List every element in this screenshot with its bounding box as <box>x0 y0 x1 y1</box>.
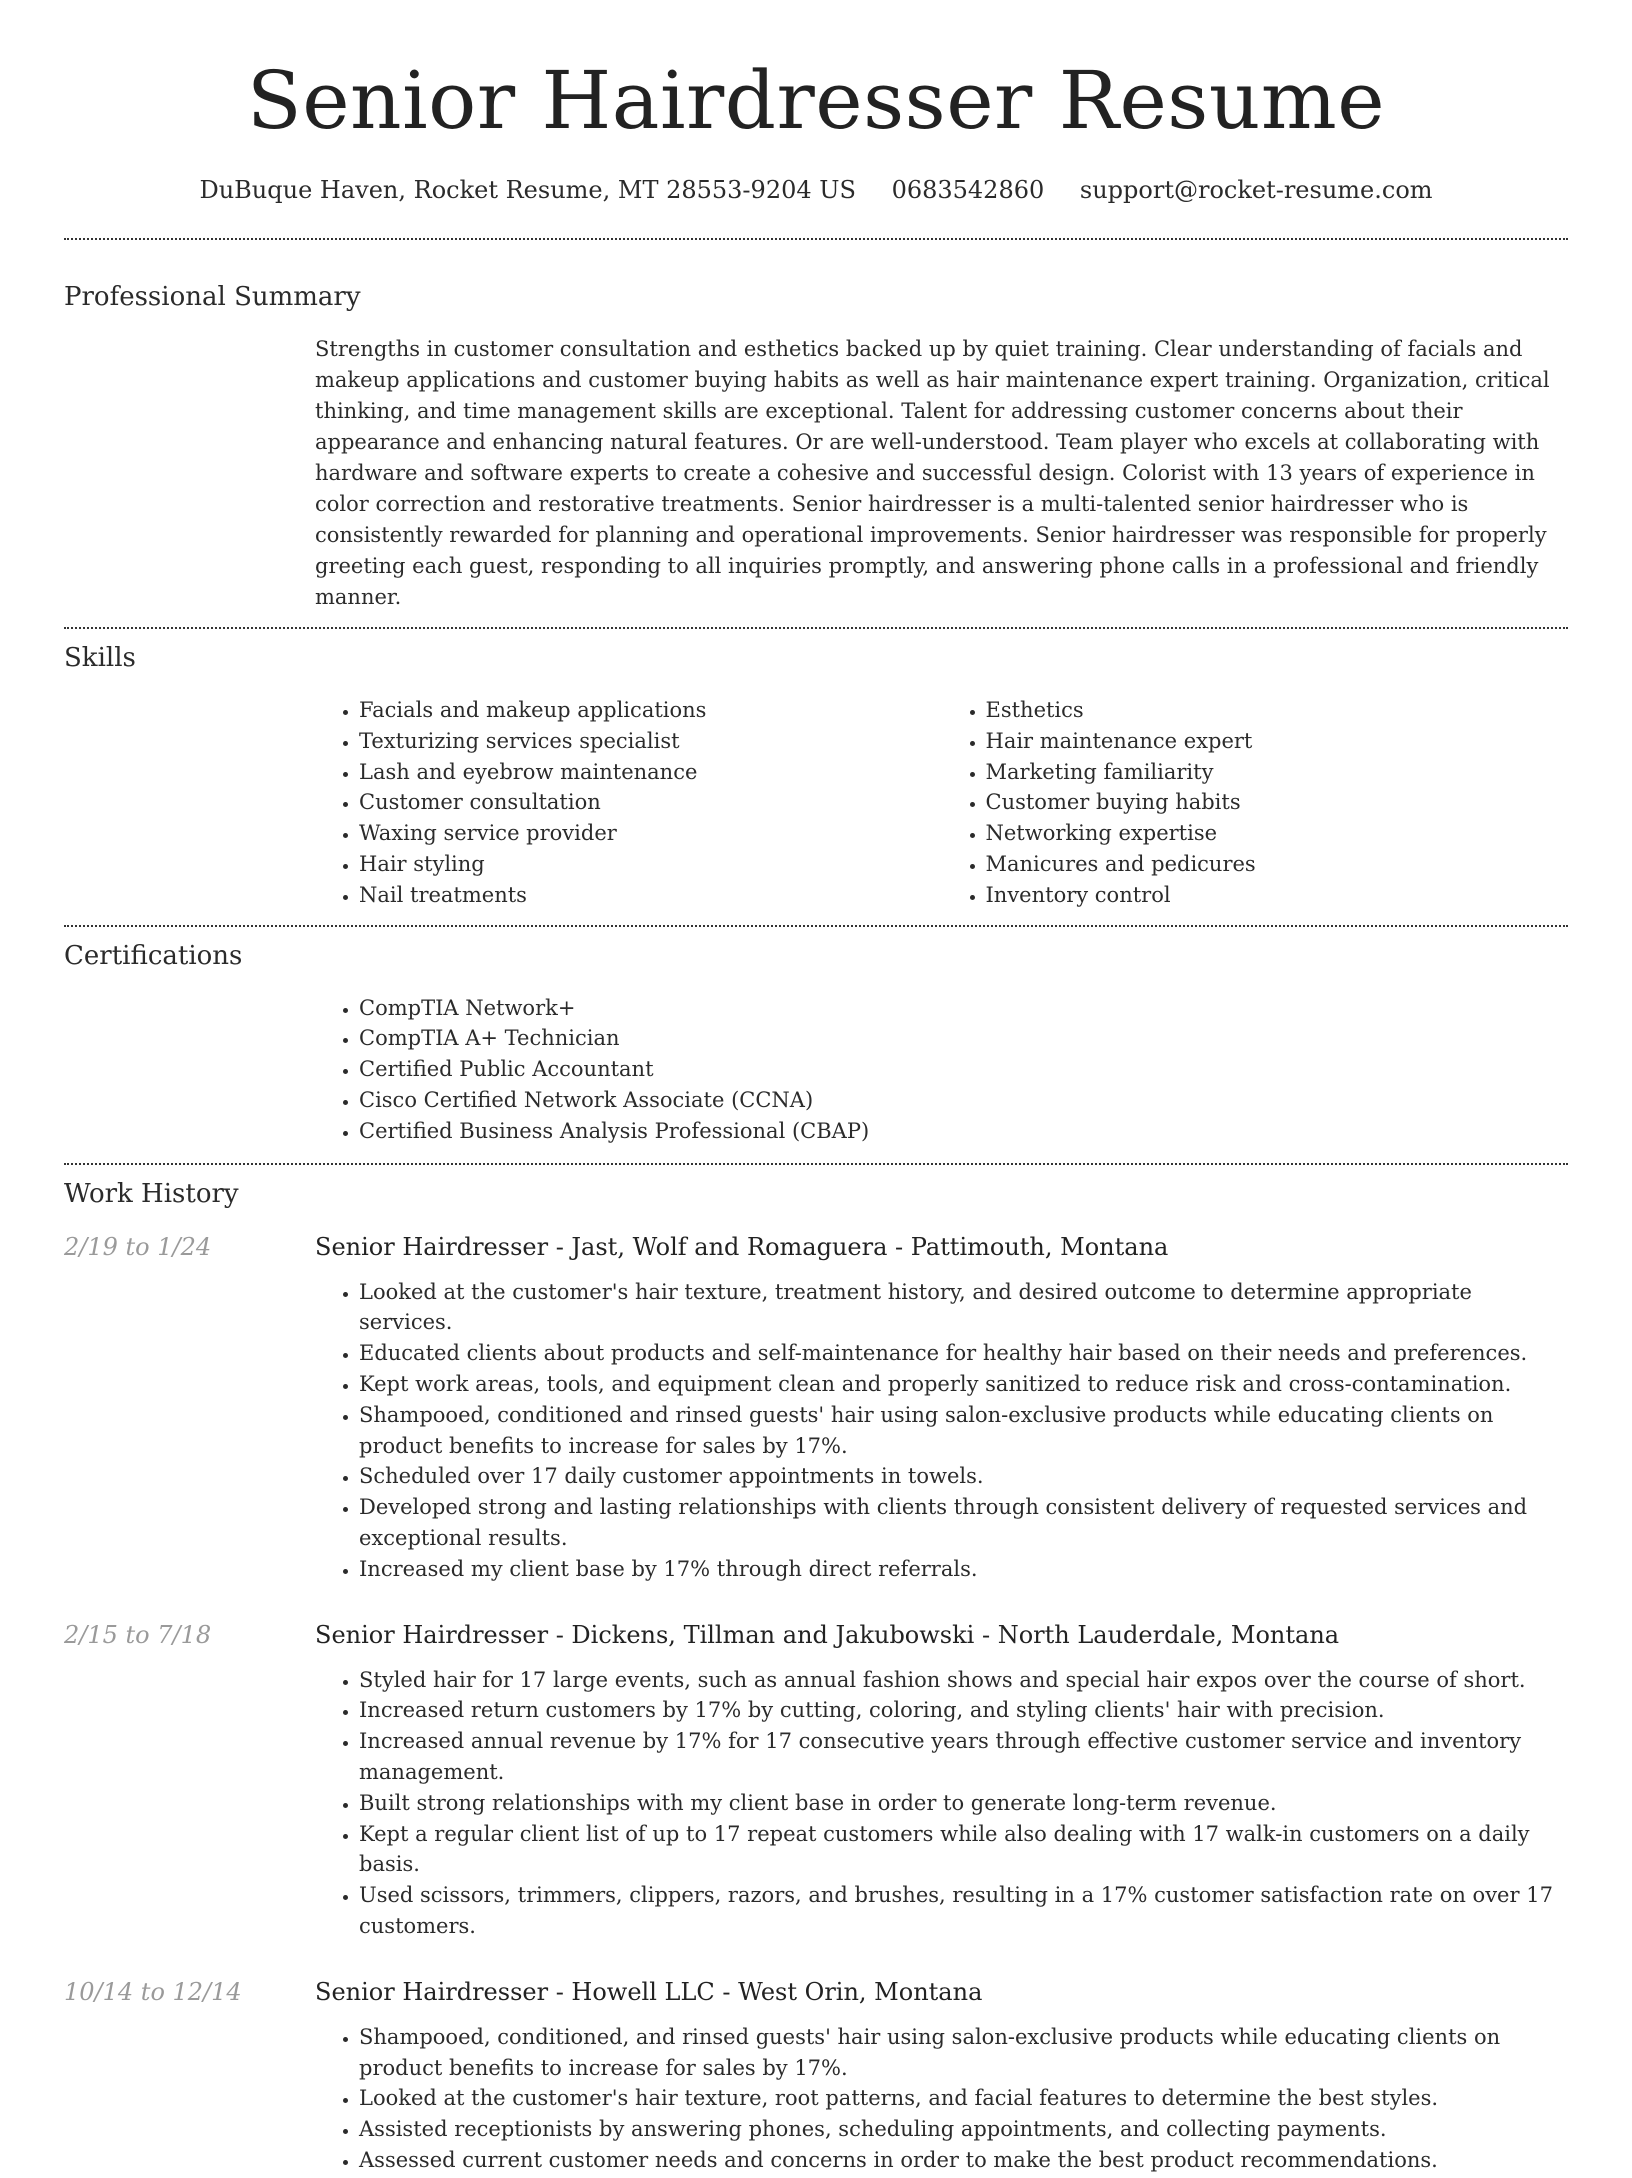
job-entry <box>64 1976 1568 2176</box>
skill-item: • Customer consultation <box>359 787 942 818</box>
job-bullet: • Looked at the customer's hair texture, treatment history, and desired outcome to determine appropriate services. <box>359 1277 1568 1339</box>
contact-email: support@rocket-resume.com <box>1079 176 1433 204</box>
certification-item: • Certified Public Accountant <box>359 1054 1568 1085</box>
job-title: Senior Hairdresser - Howell LLC - West Orin, Montana <box>315 1977 983 2006</box>
skill-item: • Inventory control <box>986 880 1569 911</box>
contact-phone: 0683542860 <box>891 176 1045 204</box>
skill-item: • Lash and eyebrow maintenance <box>359 757 942 788</box>
certifications-list <box>315 993 1568 1147</box>
job-title: Senior Hairdresser - Dickens, Tillman and Jakubowski - North Lauderdale, Montana <box>315 1620 1340 1649</box>
certification-item: • Certified Business Analysis Professional (CBAP) <box>359 1116 1568 1147</box>
job-entry <box>64 1231 1568 1585</box>
summary-section <box>64 240 1568 613</box>
summary-text: Strengths in customer consultation and esthetics backed up by quiet training. Clear understanding of facials and makeup applications and customer buying habits as well as hair maintenance expert training. Organization, critical thinking, and time management skills are exceptional. Talent for addressing customer concerns about their appearance and enhancing natural features. Or are well-understood. Team player who excels at collaborating with hardware and software experts to create a cohesive and successful design. Colorist with 13 years of experience in color correction and restorative treatments. Senior hairdresser is a multi-talented senior hairdresser who is consistently rewarded for planning and operational improvements. Senior hairdresser was responsible for properly greeting each guest, responding to all inquiries promptly, and answering phone calls in a professional and friendly manner. <box>315 337 1550 609</box>
certification-item: • CompTIA A+ Technician <box>359 1023 1568 1054</box>
job-dates: 2/19 to 1/24 <box>64 1232 212 1261</box>
job-title: Senior Hairdresser - Jast, Wolf and Romaguera - Pattimouth, Montana <box>315 1232 1169 1261</box>
skills-section <box>64 629 1568 911</box>
certifications-section <box>64 927 1568 1147</box>
job-bullet: • Increased annual revenue by 17% for 17 consecutive years through effective customer service and inventory management. <box>359 1726 1568 1788</box>
job-bullet: • Educated clients about products and self-maintenance for healthy hair based on their needs and preferences. <box>359 1338 1568 1369</box>
skills-heading: Skills <box>64 643 136 673</box>
job-bullets <box>315 1665 1568 1942</box>
skill-item: • Esthetics <box>986 695 1569 726</box>
job-dates: 10/14 to 12/14 <box>64 1977 242 2006</box>
job-entry <box>64 1619 1568 1942</box>
job-bullet: • Increased my client base by 17% through direct referrals. <box>359 1554 1568 1585</box>
job-bullets <box>315 1277 1568 1585</box>
skills-list-right <box>942 695 1569 911</box>
summary-body <box>315 334 1568 613</box>
job-bullet: • Looked at the customer's hair texture, root patterns, and facial features to determine the best styles. <box>359 2083 1568 2114</box>
job-body <box>315 1231 1568 1585</box>
job-bullets <box>315 2022 1568 2176</box>
skill-item: • Texturizing services specialist <box>359 726 942 757</box>
job-bullet: • Increased return customers by 17% by cutting, coloring, and styling clients' hair with precision. <box>359 1695 1568 1726</box>
skill-item: • Hair maintenance expert <box>986 726 1569 757</box>
skill-item: • Facials and makeup applications <box>359 695 942 726</box>
job-bullet: • Built strong relationships with my client base in order to generate long-term revenue. <box>359 1788 1568 1819</box>
skills-body <box>315 695 1568 911</box>
job-bullet: • Used scissors, trimmers, clippers, razors, and brushes, resulting in a 17% customer satisfaction rate on over 17 customers. <box>359 1880 1568 1942</box>
skill-item: • Waxing service provider <box>359 818 942 849</box>
job-dates: 2/15 to 7/18 <box>64 1620 212 1649</box>
certifications-heading: Certifications <box>64 940 243 971</box>
job-bullet: • Assessed current customer needs and concerns in order to make the best product recommendations. <box>359 2145 1568 2176</box>
skill-item: • Networking expertise <box>986 818 1569 849</box>
certifications-body <box>315 993 1568 1147</box>
skill-item: • Hair styling <box>359 849 942 880</box>
job-bullet: • Scheduled over 17 daily customer appointments in towels. <box>359 1461 1568 1492</box>
skills-grid <box>315 695 1568 911</box>
skill-item: • Customer buying habits <box>986 787 1569 818</box>
job-bullet: • Assisted receptionists by answering phones, scheduling appointments, and collecting payments. <box>359 2114 1568 2145</box>
job-body <box>315 1976 1568 2176</box>
contact-line <box>64 174 1568 206</box>
job-bullet: • Kept work areas, tools, and equipment clean and properly sanitized to reduce risk and cross-contamination. <box>359 1369 1568 1400</box>
job-body <box>315 1619 1568 1942</box>
certification-item: • CompTIA Network+ <box>359 993 1568 1024</box>
resume-title: Senior Hairdresser Resume <box>246 54 1386 147</box>
job-bullet: • Shampooed, conditioned, and rinsed guests' hair using salon-exclusive products while educating clients on product benefits to increase for sales by 17%. <box>359 2022 1568 2084</box>
job-bullet: • Developed strong and lasting relationships with clients through consistent delivery of requested services and exceptional results. <box>359 1492 1568 1554</box>
job-bullet: • Kept a regular client list of up to 17 repeat customers while also dealing with 17 walk-in customers on a daily basis. <box>359 1819 1568 1881</box>
certification-item: • Cisco Certified Network Associate (CCNA) <box>359 1085 1568 1116</box>
work-history-section <box>64 1165 1568 2176</box>
work-history-heading: Work History <box>64 1178 239 1209</box>
contact-address: DuBuque Haven, Rocket Resume, MT 28553-9204 US <box>199 176 856 204</box>
skill-item: • Nail treatments <box>359 880 942 911</box>
summary-heading: Professional Summary <box>64 282 361 312</box>
job-bullet: • Shampooed, conditioned and rinsed guests' hair using salon-exclusive products while educating clients on product benefits to increase for sales by 17%. <box>359 1400 1568 1462</box>
skill-item: • Marketing familiarity <box>986 757 1569 788</box>
job-bullet: • Styled hair for 17 large events, such as annual fashion shows and special hair expos over the course of short. <box>359 1665 1568 1696</box>
skills-list-left <box>315 695 942 911</box>
skill-item: • Manicures and pedicures <box>986 849 1569 880</box>
